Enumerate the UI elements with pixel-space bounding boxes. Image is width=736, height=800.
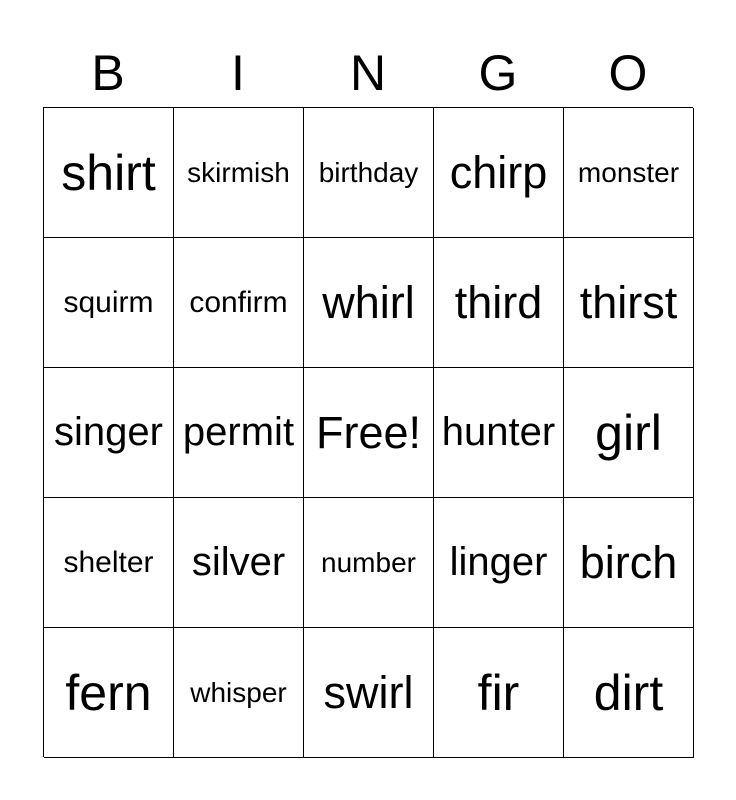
bingo-cell: number <box>304 498 434 628</box>
header-letter-b: B <box>91 45 125 101</box>
bingo-cell: birthday <box>304 108 434 238</box>
bingo-cell: fir <box>434 628 564 758</box>
bingo-cell: chirp <box>434 108 564 238</box>
header-letter-o: O <box>608 45 648 101</box>
bingo-cell-free: Free! <box>304 368 434 498</box>
bingo-cell: third <box>434 238 564 368</box>
header-letter-g: G <box>478 45 518 101</box>
bingo-cell: silver <box>174 498 304 628</box>
bingo-cell: thirst <box>564 238 694 368</box>
header-letter-i: I <box>231 45 245 101</box>
bingo-cell: dirt <box>564 628 694 758</box>
bingo-cell: hunter <box>434 368 564 498</box>
bingo-cell: singer <box>44 368 174 498</box>
bingo-cell: monster <box>564 108 694 238</box>
bingo-cell: skirmish <box>174 108 304 238</box>
bingo-board <box>43 107 693 757</box>
bingo-cell: fern <box>44 628 174 758</box>
bingo-cell: confirm <box>174 238 304 368</box>
bingo-cell: swirl <box>304 628 434 758</box>
bingo-cell: shirt <box>44 108 174 238</box>
bingo-cell: permit <box>174 368 304 498</box>
bingo-cell: whirl <box>304 238 434 368</box>
bingo-cell: girl <box>564 368 694 498</box>
bingo-cell: birch <box>564 498 694 628</box>
bingo-cell: whisper <box>174 628 304 758</box>
bingo-header <box>43 42 693 104</box>
bingo-cell: squirm <box>44 238 174 368</box>
bingo-cell: shelter <box>44 498 174 628</box>
header-letter-n: N <box>349 45 387 101</box>
bingo-cell: linger <box>434 498 564 628</box>
